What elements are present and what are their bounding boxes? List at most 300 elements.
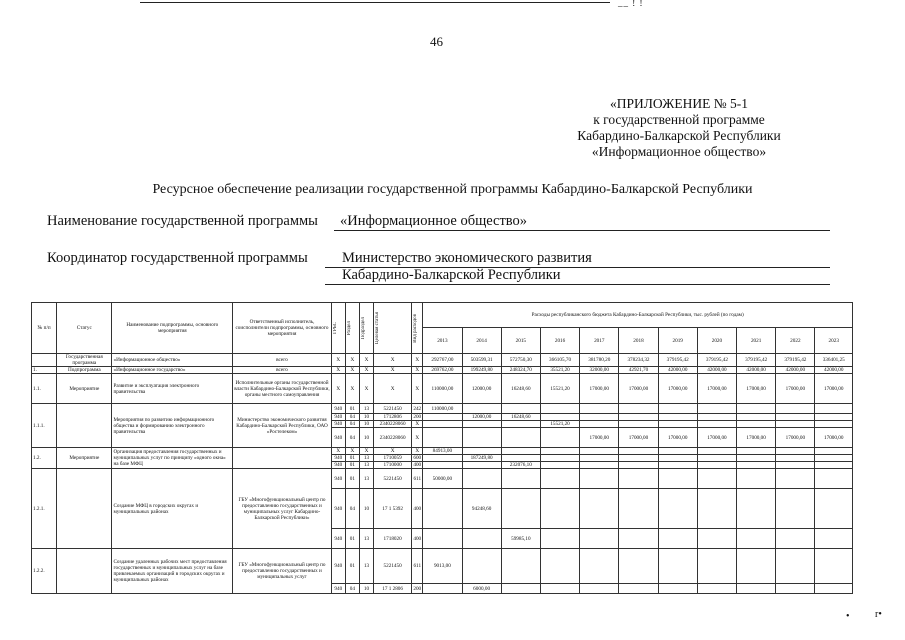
- row-value: [540, 469, 579, 489]
- header-year: 2021: [737, 328, 776, 354]
- row-value: [658, 549, 697, 584]
- row-value: [501, 428, 540, 448]
- row-name: Создание МФЦ в городских округах и муниципальных районах: [112, 469, 233, 549]
- header-year: 2017: [580, 328, 619, 354]
- header-year: 2013: [423, 328, 462, 354]
- row-podrazdel: 13: [359, 529, 373, 549]
- row-value: 17000,00: [580, 428, 619, 448]
- row-value: [737, 421, 776, 428]
- row-grbs: 940: [331, 549, 345, 584]
- row-razdel: X: [345, 448, 359, 455]
- row-cs: X: [374, 374, 412, 404]
- row-cs: 5221450: [374, 549, 412, 584]
- header-num: № п/п: [32, 303, 57, 354]
- row-num: 1.1.1.: [32, 404, 57, 448]
- row-vr: 600: [413, 455, 422, 461]
- row-value: [697, 455, 736, 462]
- row-value: [737, 404, 776, 414]
- row-razdel: 04: [345, 489, 359, 529]
- row-value: 110000,00: [423, 404, 462, 414]
- row-cs: 5221450: [374, 404, 412, 414]
- appendix-line-2: к государственной программе: [593, 112, 765, 127]
- row-num: 1.: [32, 367, 57, 374]
- row-value: 42921,70: [619, 367, 658, 374]
- row-razdel: 04: [345, 428, 359, 448]
- row-value: [462, 428, 501, 448]
- row-grbs: 940: [331, 421, 345, 428]
- row-value: 84913,00: [423, 448, 462, 455]
- row-value: [423, 529, 462, 549]
- row-value: 366105,70: [540, 354, 579, 367]
- row-value: 232076,10: [501, 462, 540, 469]
- table-body: [32, 354, 853, 594]
- row-razdel: X: [345, 374, 359, 404]
- row-cs: 2340228060: [374, 428, 412, 448]
- page-number: 46: [430, 34, 443, 49]
- row-value: [658, 489, 697, 529]
- row-value: [462, 421, 501, 428]
- row-value: 292767,00: [423, 354, 462, 367]
- header-podrazdel: [359, 303, 373, 354]
- table-row: [32, 549, 853, 584]
- row-value: [580, 489, 619, 529]
- row-value: [776, 421, 815, 428]
- row-grbs: 940: [331, 529, 345, 549]
- header-grbs-text: ГРБС: [332, 322, 338, 334]
- header-expenses: Расходы республиканского бюджета Кабардино-Балкарской Республики, тыс. рублей (по годам): [423, 303, 853, 328]
- row-value: [815, 414, 853, 421]
- row-value: 35521,20: [540, 367, 579, 374]
- row-value: 17000,00: [697, 428, 736, 448]
- table-row: [32, 367, 853, 374]
- row-value: 336401,25: [815, 354, 853, 367]
- row-cs: 5221450: [374, 469, 412, 489]
- row-value: 269762,00: [423, 367, 462, 374]
- row-value: [580, 469, 619, 489]
- row-vr: 400: [413, 462, 422, 468]
- row-value: [737, 529, 776, 549]
- row-value: [776, 414, 815, 421]
- row-executor: всего: [233, 367, 332, 374]
- row-vr: 200: [413, 414, 422, 420]
- row-value: [501, 489, 540, 529]
- row-value: [423, 414, 462, 421]
- row-value: [815, 448, 853, 455]
- row-podrazdel: 13: [359, 404, 373, 414]
- row-cs: 1718020: [374, 529, 412, 549]
- header-year: 2016: [540, 328, 579, 354]
- row-value: [501, 549, 540, 584]
- row-value: 379195,42: [658, 354, 697, 367]
- row-value: [580, 404, 619, 414]
- row-podrazdel: 10: [359, 428, 373, 448]
- coordinator-value-text-1: Министерство экономического развития: [342, 250, 592, 266]
- row-value: [658, 455, 697, 462]
- row-name: «Информационное государство»: [112, 367, 233, 374]
- row-value: [815, 404, 853, 414]
- header-year: 2014: [462, 328, 501, 354]
- row-grbs: 940: [331, 489, 345, 529]
- row-value: [462, 404, 501, 414]
- row-vr: 400: [412, 489, 423, 529]
- row-value: 32000,00: [580, 367, 619, 374]
- coordinator-value-text-2: Кабардино-Балкарской Республики: [342, 267, 561, 283]
- header-cs-text: Целевая статья: [375, 312, 380, 344]
- row-cs: 17 1 5392: [374, 489, 412, 529]
- row-podrazdel: 10: [359, 414, 373, 421]
- row-num: 1.2.2.: [32, 549, 57, 594]
- row-status: Мероприятие: [57, 374, 112, 404]
- row-value: [540, 489, 579, 529]
- row-value: [776, 529, 815, 549]
- header-podrazdel-text: Подраздел: [360, 316, 366, 340]
- row-value: [501, 404, 540, 414]
- row-grbs: 940: [331, 404, 345, 414]
- row-value: [658, 448, 697, 455]
- row-value: 59985,10: [501, 529, 540, 549]
- row-value: [619, 421, 658, 428]
- row-grbs: 940: [331, 428, 345, 448]
- row-value: [462, 469, 501, 489]
- row-value: 572750,30: [501, 354, 540, 367]
- row-value: [776, 489, 815, 529]
- header-grbs: [331, 303, 345, 354]
- row-value: [619, 448, 658, 455]
- row-value: [619, 404, 658, 414]
- row-value: 379195,42: [737, 354, 776, 367]
- program-label: Наименование государственной программы: [47, 213, 318, 229]
- row-value: [658, 414, 697, 421]
- row-value: [697, 469, 736, 489]
- row-value: [776, 549, 815, 584]
- row-value: 42000,00: [737, 367, 776, 374]
- row-value: [776, 462, 815, 469]
- row-value: 187249,80: [462, 455, 501, 462]
- row-value: [462, 549, 501, 584]
- row-value: [815, 455, 853, 462]
- row-value: [776, 448, 815, 455]
- row-value: [737, 462, 776, 469]
- row-status: [57, 469, 112, 549]
- row-value: [501, 421, 540, 428]
- row-value: [580, 462, 619, 469]
- row-razdel: 01: [345, 469, 359, 489]
- row-value: [501, 469, 540, 489]
- row-value: 379195,42: [697, 354, 736, 367]
- row-value: 17000,00: [619, 374, 658, 404]
- row-vr: X: [412, 374, 423, 404]
- row-vr: 400: [412, 529, 423, 549]
- row-cs: X: [374, 354, 412, 367]
- row-value: [658, 462, 697, 469]
- row-value: 248324,70: [501, 367, 540, 374]
- row-grbs: X: [331, 374, 345, 404]
- row-value: [697, 489, 736, 529]
- row-value: [776, 404, 815, 414]
- row-value: [540, 462, 579, 469]
- row-razdel: 01: [345, 529, 359, 549]
- row-executor: ГБУ «Многофункциональный центр по предоставлению государственных и муниципальных услуг Кабардино-Балкарской Республики»: [233, 469, 332, 549]
- row-value: [815, 462, 853, 469]
- row-cs: X: [374, 448, 412, 455]
- row-vr: X: [412, 428, 423, 448]
- row-value: 17000,00: [697, 374, 736, 404]
- row-value: [737, 414, 776, 421]
- header-year: 2019: [658, 328, 697, 354]
- row-value: [540, 414, 579, 421]
- row-value: [619, 549, 658, 584]
- appendix-line-4: «Информационное общество»: [591, 144, 767, 159]
- row-value: [580, 529, 619, 549]
- row-status: Подпрограмма: [57, 367, 112, 374]
- row-vr: X: [412, 421, 423, 428]
- row-razdel: 04: [345, 584, 359, 594]
- row-value: [815, 584, 853, 594]
- row-value: [658, 584, 697, 594]
- row-value: [423, 421, 462, 428]
- appendix-line-3: Кабардино-Балкарской Республики: [577, 128, 781, 143]
- row-grbs: 940: [331, 469, 345, 489]
- row-value: [737, 489, 776, 529]
- row-num: 1.2.1.: [32, 469, 57, 549]
- header-vr: [412, 303, 423, 354]
- row-value: [619, 462, 658, 469]
- row-value: [658, 529, 697, 549]
- row-podrazdel: 10: [359, 421, 373, 428]
- row-vr: 611: [412, 469, 423, 489]
- resource-table: [31, 302, 853, 594]
- row-cs: 2340228060: [374, 421, 412, 428]
- row-value: 199249,80: [462, 367, 501, 374]
- row-value: [737, 448, 776, 455]
- row-value: 12000,00: [462, 374, 501, 404]
- row-value: [737, 584, 776, 594]
- row-value: [619, 455, 658, 462]
- row-value: [540, 455, 579, 462]
- row-name: Организация предоставления государственных и муниципальных услуг по принципу «одного окна» на базе МФЦ: [112, 448, 233, 469]
- document-title: Ресурсное обеспечение реализации государственной программы Кабардино-Балкарской Республики: [152, 182, 753, 197]
- table-row: [32, 374, 853, 404]
- row-value: 503599,31: [462, 354, 501, 367]
- program-value: [334, 213, 830, 231]
- top-mark: __ ! !: [618, 0, 644, 8]
- row-value: [737, 549, 776, 584]
- row-value: [619, 584, 658, 594]
- row-value: [540, 584, 579, 594]
- table-row: [32, 448, 853, 455]
- row-value: 94248,60: [462, 489, 501, 529]
- appendix-block: [549, 96, 809, 160]
- row-grbs: 940: [331, 455, 345, 462]
- row-value: 17000,00: [658, 374, 697, 404]
- row-value: [776, 455, 815, 462]
- coordinator-label: Координатор государственной программы: [47, 250, 308, 266]
- scan-mark-1: •: [846, 611, 850, 622]
- row-num: 1.2.: [32, 448, 57, 469]
- row-value: [815, 421, 853, 428]
- row-value: [540, 549, 579, 584]
- program-value-text: «Информационное общество»: [340, 213, 528, 229]
- row-razdel: 04: [345, 414, 359, 421]
- appendix-line-1: «ПРИЛОЖЕНИЕ № 5-1: [609, 96, 749, 111]
- row-value: [697, 421, 736, 428]
- row-value: [540, 404, 579, 414]
- row-value: [619, 414, 658, 421]
- row-podrazdel: 13: [359, 462, 373, 469]
- row-value: [697, 584, 736, 594]
- row-podrazdel: X: [359, 448, 373, 455]
- row-value: 9013,00: [423, 549, 462, 584]
- row-razdel: 01: [345, 404, 359, 414]
- header-year: 2020: [697, 328, 736, 354]
- table-row: [32, 354, 853, 367]
- header-year: 2023: [815, 328, 853, 354]
- row-grbs: X: [331, 354, 345, 367]
- row-value: [697, 462, 736, 469]
- row-podrazdel: X: [359, 354, 373, 367]
- row-value: 16248,60: [501, 374, 540, 404]
- row-executor: ГБУ «Многофункциональный центр по предоставлению государственных и муниципальных услуг: [233, 549, 332, 594]
- row-cs: 1710000: [374, 462, 412, 469]
- row-executor: [233, 448, 332, 469]
- row-vr: 242: [413, 405, 422, 412]
- row-value: [580, 414, 619, 421]
- row-value: 17000,00: [815, 374, 853, 404]
- row-name: Создание удаленных рабочих мест предоставления государственных и муниципальных услуг на базе привлекаемых организаций в городских округах и муниципальных районах: [112, 549, 233, 594]
- row-value: [423, 455, 462, 462]
- coordinator-value-line-1: [325, 250, 830, 268]
- row-value: 381780,20: [580, 354, 619, 367]
- row-value: [423, 489, 462, 529]
- row-status: Мероприятие: [57, 448, 112, 469]
- row-value: 15521,20: [540, 421, 579, 428]
- row-razdel: 01: [345, 462, 359, 469]
- row-value: 42000,00: [776, 367, 815, 374]
- row-value: [423, 428, 462, 448]
- row-value: 17000,00: [619, 428, 658, 448]
- header-razdel: [345, 303, 359, 354]
- row-status: Государственная программа: [57, 354, 112, 367]
- row-value: 17000,00: [737, 374, 776, 404]
- row-value: 50000,00: [423, 469, 462, 489]
- row-value: [619, 529, 658, 549]
- row-vr: X: [412, 448, 423, 455]
- row-value: 42000,00: [658, 367, 697, 374]
- row-value: [776, 584, 815, 594]
- row-value: 378234,32: [619, 354, 658, 367]
- row-value: 17000,00: [658, 428, 697, 448]
- row-executor: всего: [233, 354, 332, 367]
- row-value: [737, 469, 776, 489]
- row-vr: X: [412, 354, 423, 367]
- row-value: [658, 469, 697, 489]
- row-cs: 1710059: [374, 455, 412, 462]
- row-razdel: X: [345, 367, 359, 374]
- row-value: 17000,00: [776, 428, 815, 448]
- row-value: [697, 549, 736, 584]
- row-podrazdel: 13: [359, 549, 373, 584]
- top-edge-line: [140, 2, 610, 3]
- row-value: [815, 489, 853, 529]
- row-name: Развитие и эксплуатация электронного правительства: [112, 374, 233, 404]
- row-grbs: 940: [331, 584, 345, 594]
- row-status: [57, 404, 112, 448]
- row-grbs: X: [331, 448, 345, 455]
- table-row: [32, 404, 853, 414]
- row-podrazdel: X: [359, 374, 373, 404]
- row-value: [697, 529, 736, 549]
- row-podrazdel: 13: [359, 469, 373, 489]
- row-value: [540, 529, 579, 549]
- row-vr: 200: [413, 585, 422, 592]
- row-value: 17000,00: [580, 374, 619, 404]
- row-value: [580, 448, 619, 455]
- row-num: 1.1.: [32, 374, 57, 404]
- row-value: [658, 404, 697, 414]
- row-value: [737, 455, 776, 462]
- row-value: [619, 469, 658, 489]
- row-vr: 611: [412, 549, 423, 584]
- header-vr-text: Вид расходов: [413, 313, 419, 343]
- row-value: [580, 421, 619, 428]
- row-podrazdel: 10: [359, 489, 373, 529]
- header-cs: [374, 303, 412, 354]
- row-value: 15521,20: [540, 374, 579, 404]
- row-podrazdel: X: [359, 367, 373, 374]
- row-value: [423, 462, 462, 469]
- header-year: 2015: [501, 328, 540, 354]
- scan-mark-2: r•: [875, 609, 882, 620]
- row-name: Мероприятия по развитию информационного общества и формированию электронного правительства: [112, 404, 233, 448]
- row-value: [540, 428, 579, 448]
- row-value: [776, 469, 815, 489]
- row-cs: X: [374, 367, 412, 374]
- row-value: 17000,00: [776, 374, 815, 404]
- row-cs: 17 1 2806: [374, 584, 412, 594]
- row-vr: X: [412, 367, 423, 374]
- row-value: [697, 404, 736, 414]
- row-value: 42000,00: [697, 367, 736, 374]
- header-status: Статус: [57, 303, 112, 354]
- row-num: [32, 354, 57, 367]
- header-name: Наименование подпрограммы, основного мероприятия: [112, 303, 233, 354]
- row-name: «Информационное общество»: [112, 354, 233, 367]
- row-value: [697, 448, 736, 455]
- row-grbs: 940: [331, 462, 345, 469]
- row-value: 17000,00: [815, 428, 853, 448]
- row-value: [580, 455, 619, 462]
- row-value: [501, 455, 540, 462]
- header-year: 2022: [776, 328, 815, 354]
- row-razdel: 01: [345, 549, 359, 584]
- row-podrazdel: 13: [359, 455, 373, 462]
- row-value: [815, 469, 853, 489]
- row-cs: 1712806: [374, 414, 412, 421]
- row-value: 17000,00: [737, 428, 776, 448]
- table-row: [32, 469, 853, 489]
- row-value: [540, 448, 579, 455]
- row-podrazdel: 10: [359, 584, 373, 594]
- row-executor: Министерство экономического развития Кабардино-Балкарской Республики, ОАО «Ростелеком»: [233, 404, 332, 448]
- row-value: 110000,00: [423, 374, 462, 404]
- row-value: [697, 414, 736, 421]
- row-value: [501, 448, 540, 455]
- row-razdel: X: [345, 354, 359, 367]
- row-grbs: X: [331, 367, 345, 374]
- row-grbs: 940: [331, 414, 345, 421]
- coordinator-value-line-2: [325, 267, 830, 285]
- row-value: [423, 584, 462, 594]
